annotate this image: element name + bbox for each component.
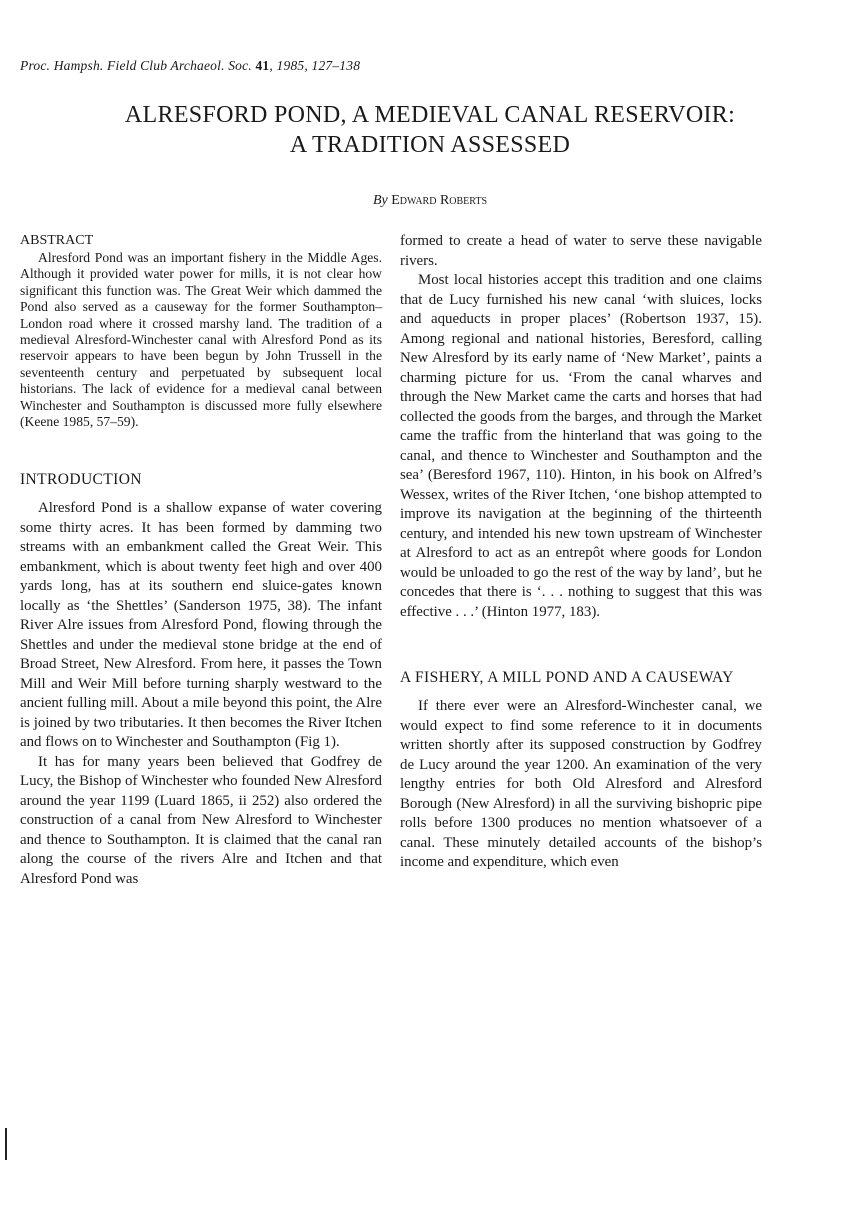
byline-by: By	[372, 193, 388, 208]
journal-citation	[20, 58, 360, 74]
intro-paragraph-2-continued: formed to create a head of water to serve these navigable rivers.	[400, 233, 762, 269]
fishery-section-heading: A FISHERY, A MILL POND AND A CAUSEWAY	[400, 669, 734, 686]
abstract	[20, 232, 382, 430]
abstract-heading: ABSTRACT	[20, 233, 94, 248]
abstract-text: Alresford Pond was an important fishery in the Middle Ages. Although it provided water power for mills, it is not clear how significant this function was. The Great Weir which dammed the Pond also served as a causeway for the former Southampton–London road where it crossed marshy land. The tradition of a medieval Alresford-Winchester canal with Alresford Pond as its reservoir appears to have been begun by John Trussell in the seventeenth century and perpetuated by subsequent local historians. The lack of evidence for a medieval canal between Winchester and Southampton is discussed more fully elsewhere (Keene 1985, 57–59).	[20, 250, 382, 430]
intro-paragraph-1: Alresford Pond is a shallow expanse of water covering some thirty acres. It has been formed by damming two streams with an embankment called the Great Weir. This embankment, which is about twenty feet high and over 400 yards long, has at its southern end sluice-gates known locally as ‘the Shettles’ (Sanderson 1975, 38). The infant River Alre issues from Alresford Pond, flowing through the Shettles and under the medieval stone bridge at the end of Broad Street, New Alresford. From here, it passes the Town Mill and Weir Mill before turning sharply westward to the ancient fulling mill. About a mile beyond this point, the Alre is joined by two tributaries. It then becomes the River Itchen and flows on to Winchester and Southampton (Fig 1).	[20, 500, 382, 751]
intro-paragraph-2: It has for many years been believed that Godfrey de Lucy, the Bishop of Winchester who founded New Alresford around the year 1199 (Luard 1865, ii 252) also ordered the construction of a canal from New Alresford to Winchester and thence to Southampton. It is claimed that the canal ran along the course of the rivers Alre and Itchen and that Alresford Pond was	[20, 753, 382, 887]
paper-title	[20, 100, 840, 160]
right-column	[400, 232, 762, 873]
citation-year-pages: , 1985, 127–138	[269, 58, 361, 73]
citation-volume: 41	[255, 58, 270, 73]
author-name: Edward Roberts	[391, 193, 488, 208]
introduction-heading: INTRODUCTION	[20, 471, 142, 489]
intro-paragraph-3: Most local histories accept this tradition and one claims that de Lucy furnished his new canal ‘with sluices, locks and aqueducts in proper places’ (Robertson 1937, 15). Among regional and national histories, Beresford, calling New Alresford by its early name of ‘New Market’, paints a charming picture for us. ‘From the canal wharves and through the New Market came the carts and horses that had collected the goods from the barges, and through the Market came the traffic from the hinterland that was going to the canal, and thence to Winchester and Southampton and the sea’ (Beresford 1967, 110). Hinton, in his book on Alfred’s Wessex, writes of the River Itchen, ‘one bishop attempted to improve its navigation at the beginning of the thirteenth century, and intended his new town upstream of Winchester at Alresford to act as an entrepôt where goods for London would be unloaded to go the rest of the way by land’, but he concedes that there is ‘. . . nothing to suggest that this was effective . . .’ (Hinton 1977, 183).	[400, 272, 762, 620]
byline	[0, 193, 860, 209]
margin-mark	[5, 1128, 7, 1160]
fishery-paragraph-1: If there ever were an Alresford-Winchester canal, we would expect to find some reference to it in documents written shortly after its supposed construction by Godfrey de Lucy around the year 1200. An examination of the very lengthy entries for both Old Alresford and Alresford Borough (New Alresford) in all the surviving bishopric pipe rolls before 1300 produces no mention whatsoever of a canal. These minutely detailed accounts of the bishop’s income and expenditure, which even	[400, 698, 762, 870]
citation-journal: Proc. Hampsh. Field Club Archaeol. Soc.	[20, 58, 252, 73]
title-line-2: A TRADITION ASSESSED	[289, 132, 571, 158]
title-line-1: ALRESFORD POND, A MEDIEVAL CANAL RESERVOIR:	[124, 102, 736, 128]
left-column	[20, 232, 382, 889]
